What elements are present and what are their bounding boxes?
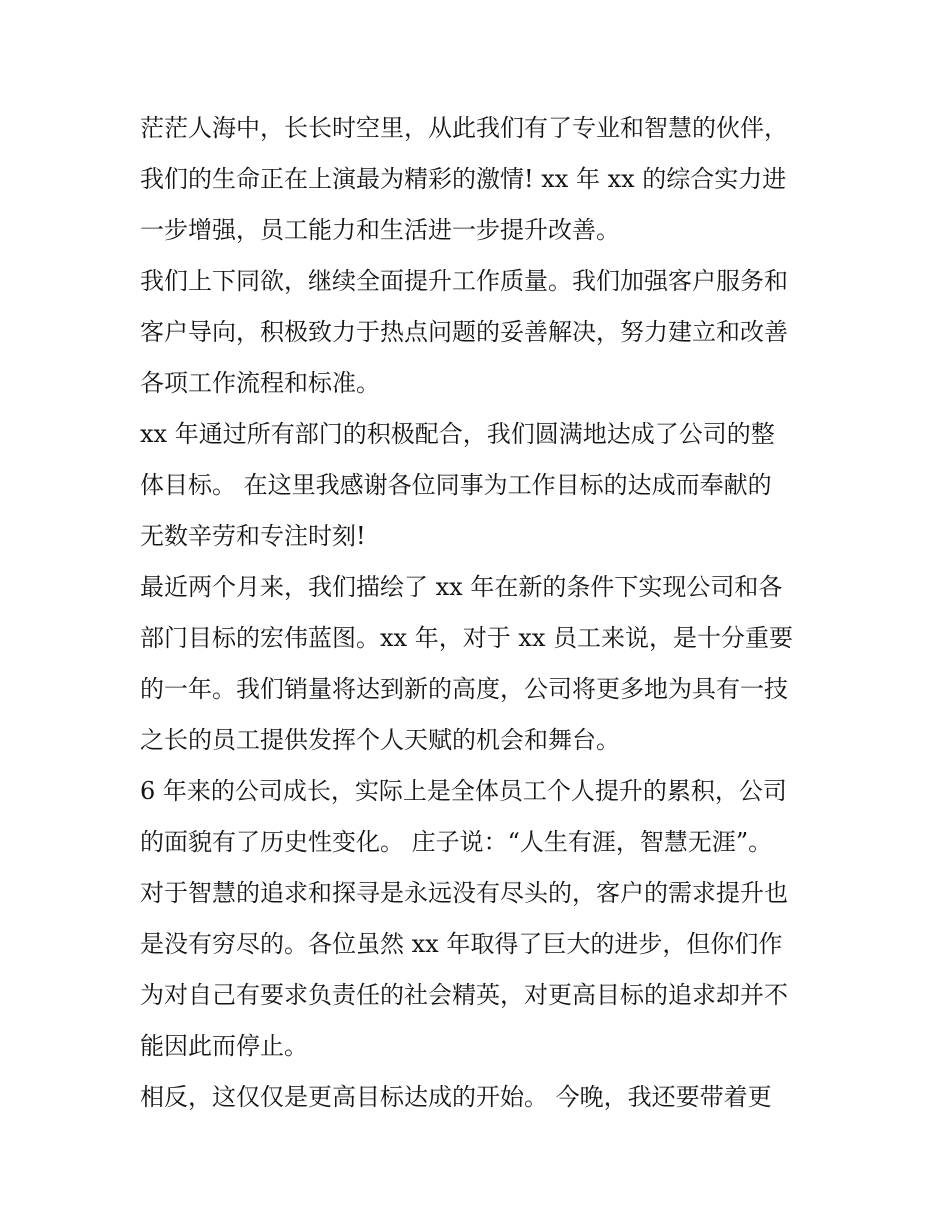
text-line: 6 年来的公司成长，实际上是全体员工个人提升的累积，公司 (140, 777, 787, 805)
text-line: 相反，这仅仅是更高目标达成的开始。 今晚，我还要带着更 (140, 1083, 772, 1111)
text-line: 茫茫人海中，长长时空里，从此我们有了专业和智慧的伙伴， (140, 114, 788, 142)
text-line: 客户导向，积极致力于热点问题的妥善解决，努力建立和改善 (140, 318, 788, 346)
text-line: 我们的生命正在上演最为精彩的激情! xx 年 xx 的综合实力进 (140, 165, 787, 193)
text-line: 一步增强，员工能力和生活进一步提升改善。 (140, 216, 620, 244)
text-line: 是没有穷尽的。各位虽然 xx 年取得了巨大的进步，但你们作 (140, 930, 783, 958)
text-line: 能因此而停止。 (140, 1032, 308, 1060)
text-line: 体目标。 在这里我感谢各位同事为工作目标的达成而奉献的 (140, 471, 772, 499)
text-line: 的面貌有了历史性变化。 庄子说：“人生有涯，智慧无涯”。 (140, 828, 773, 856)
text-line: 的一年。我们销量将达到新的高度，公司将更多地为具有一技 (140, 675, 788, 703)
text-line: 各项工作流程和标准。 (140, 369, 380, 397)
text-line: 对于智慧的追求和探寻是永远没有尽头的，客户的需求提升也 (140, 879, 788, 907)
text-line: 部门目标的宏伟蓝图。xx 年，对于 xx 员工来说，是十分重要 (140, 624, 794, 652)
text-line: 之长的员工提供发挥个人天赋的机会和舞台。 (140, 726, 620, 754)
document-body (140, 103, 820, 1123)
text-line: xx 年通过所有部门的积极配合，我们圆满地达成了公司的整 (140, 420, 775, 448)
text-line: 我们上下同欲，继续全面提升工作质量。我们加强客户服务和 (140, 267, 788, 295)
text-line: 为对自己有要求负责任的社会精英，对更高目标的追求却并不 (140, 981, 788, 1009)
text-line: 最近两个月来，我们描绘了 xx 年在新的条件下实现公司和各 (140, 573, 783, 601)
text-line: 无数辛劳和专注时刻! (140, 522, 366, 550)
